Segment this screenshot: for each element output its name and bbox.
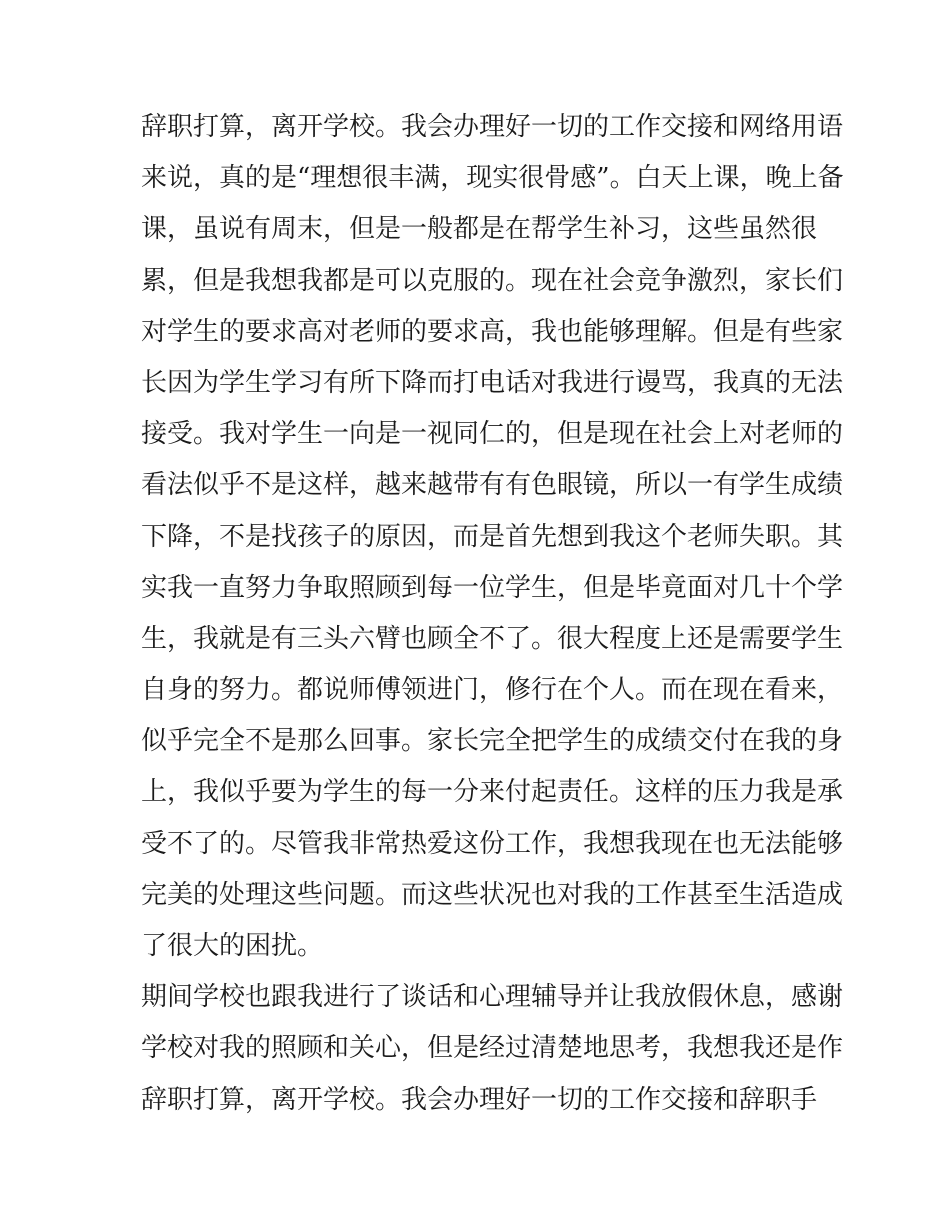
text-line: 实我一直努力争取照顾到每一位学生，但是毕竟面对几十个学 xyxy=(141,572,844,603)
text-line: 下降，不是找孩子的原因，而是首先想到我这个老师失职。其 xyxy=(141,521,844,552)
text-line: 课，虽说有周末，但是一般都是在帮学生补习，这些虽然很 xyxy=(141,214,818,245)
text-line: 上，我似乎要为学生的每一分来付起责任。这样的压力我是承 xyxy=(141,777,844,808)
text-line: 完美的处理这些问题。而这些状况也对我的工作甚至生活造成 xyxy=(141,879,844,910)
text-line: 长因为学生学习有所下降而打电话对我进行谩骂，我真的无法 xyxy=(141,367,844,398)
text-line: 对学生的要求高对老师的要求高，我也能够理解。但是有些家 xyxy=(141,316,844,347)
text-line: 看法似乎不是这样，越来越带有有色眼镜，所以一有学生成绩 xyxy=(141,470,844,501)
text-line: 自身的努力。都说师傅领进门，修行在个人。而在现在看来， xyxy=(141,675,844,706)
body-text xyxy=(141,102,844,1126)
text-line: 接受。我对学生一向是一视同仁的，但是现在社会上对老师的 xyxy=(141,419,844,450)
text-line: 累，但是我想我都是可以克服的。现在社会竞争激烈，家长们 xyxy=(141,265,844,296)
text-line: 学校对我的照顾和关心，但是经过清楚地思考，我想我还是作 xyxy=(141,1033,844,1064)
text-line: 受不了的。尽管我非常热爱这份工作，我想我现在也无法能够 xyxy=(141,828,844,859)
text-line: 来说，真的是“理想很丰满，现实很骨感”。白天上课，晚上备 xyxy=(141,163,844,194)
text-line: 似乎完全不是那么回事。家长完全把学生的成绩交付在我的身 xyxy=(141,726,844,757)
text-line: 期间学校也跟我进行了谈话和心理辅导并让我放假休息，感谢 xyxy=(141,982,844,1013)
text-line: 辞职打算，离开学校。我会办理好一切的工作交接和网络用语 xyxy=(141,112,844,142)
text-line: 生，我就是有三头六臂也顾全不了。很大程度上还是需要学生 xyxy=(141,623,844,654)
text-line: 了很大的困扰。 xyxy=(141,931,324,961)
text-line: 辞职打算，离开学校。我会办理好一切的工作交接和辞职手 xyxy=(141,1084,818,1115)
